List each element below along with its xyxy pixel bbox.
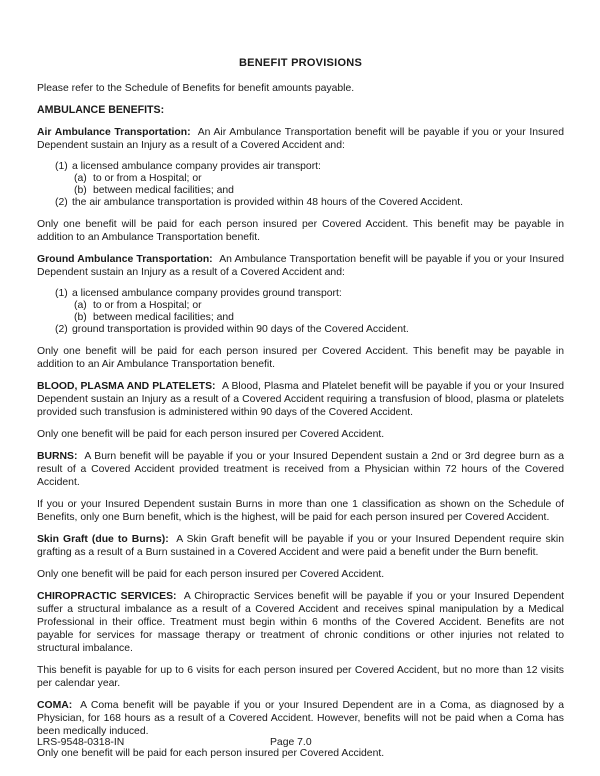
coma-paragraph — [37, 699, 564, 738]
intro-paragraph: Please refer to the Schedule of Benefits for benefit amounts payable. — [37, 83, 355, 94]
list-item — [37, 324, 564, 336]
burns-paragraph — [37, 450, 564, 489]
air-ambulance-lead: Air Ambulance Transportation: — [37, 127, 191, 138]
skin-graft-text: A Skin Graft benefit will be payable if you or your Insured Dependent require skin grafting as a result of a Burn sustained in a Covered Accident and were paid a benefit under the Burn benefit. — [37, 534, 564, 558]
ground-ambulance-text: An Ambulance Transportation benefit will be payable if you or your Insured Dependent sustain an Injury as a result of a Covered Accident and: — [37, 254, 565, 278]
list-item-text: between medical facilities; and — [93, 185, 234, 196]
list-item — [37, 185, 564, 197]
blood-plasma-platelets-paragraph — [37, 380, 564, 419]
list-item — [37, 300, 564, 312]
ground-ambulance-conditions-list — [37, 288, 564, 336]
list-item-text: to or from a Hospital; or — [93, 173, 202, 184]
list-item-text: ground transportation is provided within 90 days of the Covered Accident. — [72, 324, 409, 335]
ground-ambulance-note: Only one benefit will be paid for each person insured per Covered Accident. This benefit may be payable in addition to an Air Ambulance Transportation benefit. — [37, 346, 564, 370]
footer-page-number: Page 7.0 — [270, 737, 312, 748]
list-item-text: a licensed ambulance company provides air transport: — [72, 161, 321, 172]
ground-ambulance-paragraph — [37, 253, 564, 279]
chiropractic-paragraph — [37, 590, 564, 655]
list-item-text: a licensed ambulance company provides ground transport: — [72, 288, 342, 299]
list-item-marker: (2) — [55, 324, 68, 335]
coma-lead: COMA: — [37, 700, 73, 711]
list-item-marker: (2) — [55, 197, 68, 208]
list-item — [37, 197, 564, 209]
air-ambulance-note: Only one benefit will be paid for each person insured per Covered Accident. This benefit may be payable in addition to an Ambulance Transportation benefit. — [37, 219, 564, 243]
skin-graft-paragraph — [37, 533, 564, 559]
list-item — [37, 173, 564, 185]
list-item-text: the air ambulance transportation is provided within 48 hours of the Covered Accident. — [72, 197, 464, 208]
air-ambulance-text: An Air Ambulance Transportation benefit will be payable if you or your Insured Dependent sustain an Injury as a result of a Covered Accident and: — [37, 127, 564, 151]
air-ambulance-conditions-list — [37, 161, 564, 209]
burns-classification-note: If you or your Insured Dependent sustain Burns in more than one 1 classification as shown on the Schedule of Benefits, only one Burn benefit, which is the highest, will be paid for each person insured per Covered Accident. — [37, 499, 564, 523]
chiropractic-text: A Chiropractic Services benefit will be payable if you or your Insured Dependent suffer a structural imbalance as a result of a Covered Accident and receives spinal manipulation by a Medical Professional in their office. Treatment must begin within 6 months of the Covered Accident. Benefits are not payable for services for massage therapy or treatment of chronic conditions or other injuries not related to structural imbalance. — [37, 591, 564, 654]
list-item-marker: (b) — [74, 312, 87, 323]
list-item-text: to or from a Hospital; or — [93, 300, 202, 311]
chiropractic-lead: CHIROPRACTIC SERVICES: — [37, 591, 177, 602]
air-ambulance-paragraph — [37, 126, 564, 152]
blood-plasma-platelets-lead: BLOOD, PLASMA AND PLATELETS: — [37, 381, 216, 392]
coma-note: Only one benefit will be paid for each person insured per Covered Accident. — [37, 748, 385, 759]
burns-lead: BURNS: — [37, 451, 78, 462]
list-item — [37, 312, 564, 324]
chiropractic-visits-note: This benefit is payable for up to 6 visits for each person insured per Covered Accident, but no more than 12 visits per calendar year. — [37, 665, 564, 689]
blood-note: Only one benefit will be paid for each person insured per Covered Accident. — [37, 429, 385, 440]
list-item-marker: (1) — [55, 161, 68, 172]
list-item-marker: (a) — [74, 173, 87, 184]
footer-form-number: LRS-9548-0318-IN — [37, 737, 125, 748]
page-footer — [37, 736, 564, 749]
burns-text: A Burn benefit will be payable if you or your Insured Dependent sustain a 2nd or 3rd degree burn as a result of a Covered Accident provided treatment is received from a Physician within 72 hours of the Covered Accident. — [37, 451, 564, 488]
skin-graft-note: Only one benefit will be paid for each person insured per Covered Accident. — [37, 569, 385, 580]
list-item-marker: (a) — [74, 300, 87, 311]
coma-text: A Coma benefit will be payable if you or your Insured Dependent are in a Coma, as diagnosed by a Physician, for 168 hours as a result of a Covered Accident. However, benefits will not be paid when a Coma has been medically induced. — [37, 700, 564, 737]
list-item-marker: (1) — [55, 288, 68, 299]
blood-plasma-platelets-text: A Blood, Plasma and Platelet benefit will be payable if you or your Insured Dependent sustain an Injury as a result of a Covered Accident requiring a transfusion of blood, plasma or platelets provided such transfusion is administered within 90 days of the Covered Accident. — [37, 381, 564, 418]
page-title: BENEFIT PROVISIONS — [238, 57, 363, 69]
list-item-text: between medical facilities; and — [93, 312, 234, 323]
skin-graft-lead: Skin Graft (due to Burns): — [37, 534, 169, 545]
list-item-marker: (b) — [74, 185, 87, 196]
list-item — [37, 288, 564, 300]
ground-ambulance-lead: Ground Ambulance Transportation: — [37, 254, 213, 265]
list-item — [37, 161, 564, 173]
ambulance-benefits-heading: AMBULANCE BENEFITS: — [37, 104, 165, 116]
